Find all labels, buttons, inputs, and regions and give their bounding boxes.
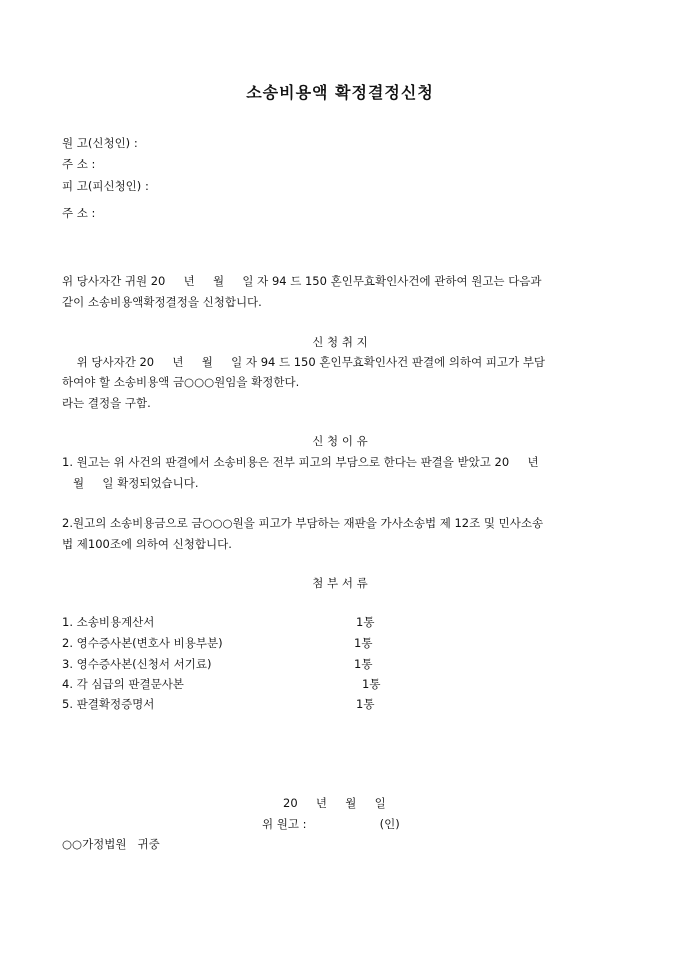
plaintiff-label: 원 고(신청인) :: [62, 136, 138, 150]
attachments-heading: 첨 부 서 류: [312, 576, 368, 590]
plaintiff-address-label: 주 소 :: [62, 157, 96, 171]
footer-court: ○○가정법원 귀중: [62, 837, 160, 851]
purpose-heading: 신 청 취 지: [312, 335, 368, 349]
attachment-item-name: 2. 영수증사본(변호사 비용부분): [62, 636, 223, 650]
attachment-item-count: 1통: [354, 657, 373, 671]
defendant-address-label: 주 소 :: [62, 206, 96, 220]
attachment-item-name: 4. 각 심급의 판결문사본: [62, 677, 184, 691]
attachment-item-name: 1. 소송비용계산서: [62, 615, 155, 629]
document-title: 소송비용액 확정결정신청: [246, 83, 434, 102]
footer-date: 20 년 월 일: [283, 796, 386, 810]
attachment-item-name: 3. 영수증사본(신청서 서기료): [62, 657, 212, 671]
attachment-item-name: 5. 판결확정증명서: [62, 697, 155, 711]
attachment-item-count: 1통: [356, 615, 375, 629]
purpose-line-1: 위 당사자간 20 년 월 일 자 94 드 150 혼인무효확인사건 판결에 의하여 피고가 부담: [62, 355, 546, 369]
reason-item-2-line-1: 2.원고의 소송비용금으로 금○○○원을 피고가 부담하는 재판을 가사소송법 제 12조 및 민사소송: [62, 516, 544, 530]
intro-line-2: 같이 소송비용액확정결정을 신청합니다.: [62, 295, 262, 309]
intro-line-1: 위 당사자간 귀원 20 년 월 일 자 94 드 150 혼인무효확인사건에 관하여 원고는 다음과: [62, 274, 542, 288]
footer-signer: 위 원고 : (인): [262, 817, 400, 831]
purpose-line-2: 하여야 할 소송비용액 금○○○원임을 확정한다.: [62, 375, 300, 389]
reason-item-1-line-1: 1. 원고는 위 사건의 판결에서 소송비용은 전부 피고의 부담으로 한다는 판결을 받았고 20 년: [62, 455, 539, 469]
reason-item-1-line-2: 월 일 확정되었습니다.: [62, 476, 199, 490]
purpose-line-3: 라는 결정을 구함.: [62, 396, 151, 410]
defendant-label: 피 고(피신청인) :: [62, 179, 149, 193]
attachment-item-count: 1통: [356, 697, 375, 711]
attachment-item-count: 1통: [354, 636, 373, 650]
reason-heading: 신 청 이 유: [312, 434, 368, 448]
attachment-item-count: 1통: [362, 677, 381, 691]
reason-item-2-line-2: 법 제100조에 의하여 신청합니다.: [62, 537, 232, 551]
